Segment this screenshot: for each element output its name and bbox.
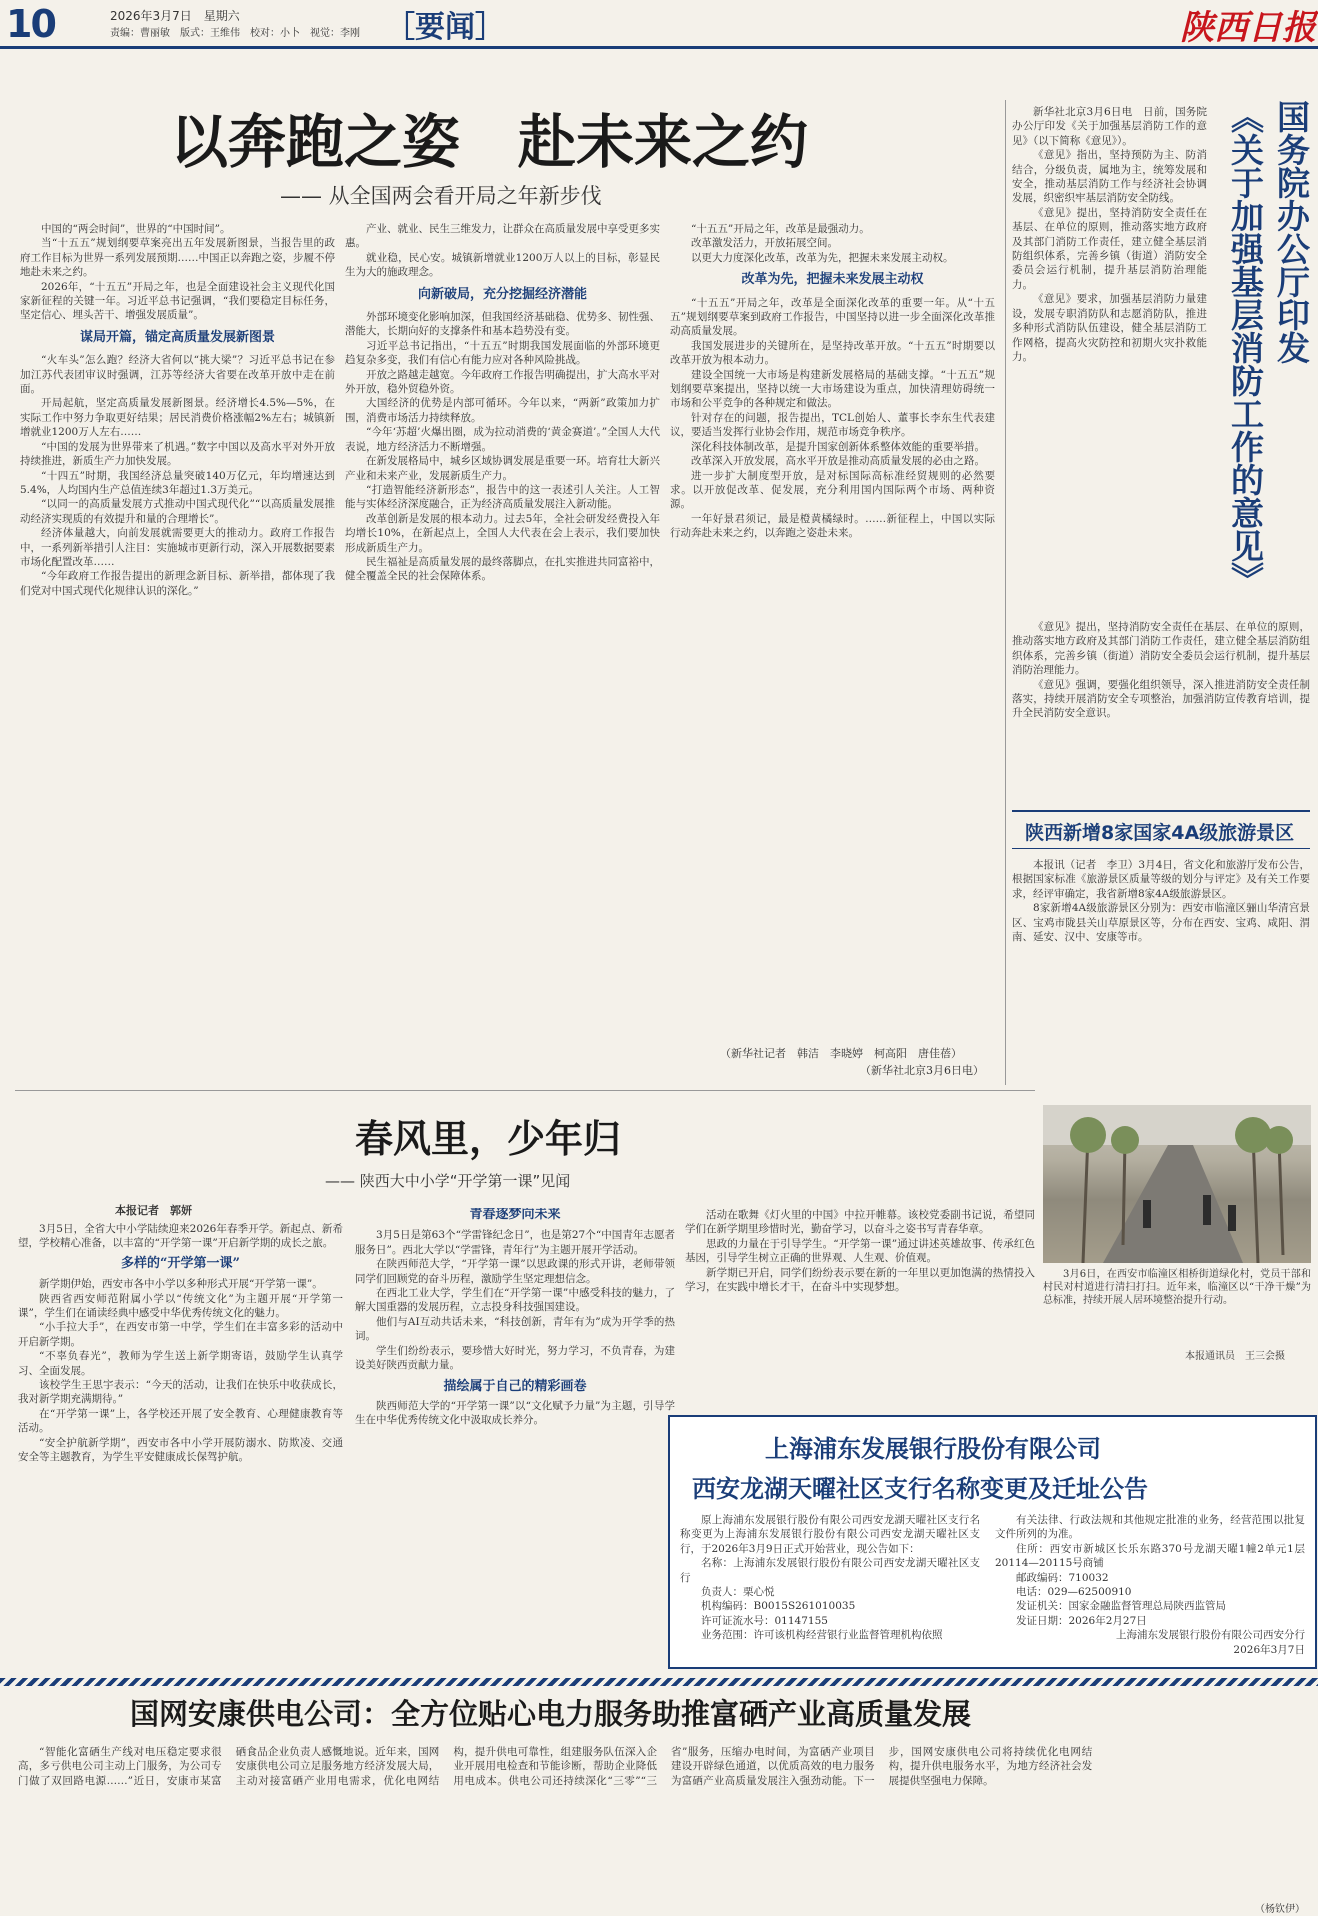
tourism-headline: 陕西新增8家国家4A级旅游景区 bbox=[1025, 822, 1295, 844]
bank-notice-box bbox=[668, 1415, 1317, 1669]
school-column-2: 青春逐梦向未来 3月5日是第63个“学雷锋纪念日”，也是第27个“中国青年志愿者服务日”。西北大学以“学雷锋，青年行”为主题开展开学活动。 在陕西师范大学，“开学第一课”以思政课的形式开讲，老师带领同学们回顾党的奋斗历程，激励学生坚定理想信念。 在西北工业大学，学生们在“开学第一课”中感受科技的魅力，了解大国重器的发展历程，立志投身科技强国建设。 他们与AI互动共话未来，“科技创新，青年有为”成为开学季的热词。 学生们纷纷表示，要珍惜大好时光，努力学习，不负青春，为建设美好陕西贡献力量。 描绘属于自己的精彩画卷 陕西师范大学的“开学第一课”以“文化赋予力量”为主题，引导学生在中华优秀传统文化中汲取成长养分。 bbox=[355, 1208, 675, 1427]
school-top-rule bbox=[15, 1090, 1035, 1091]
photo-illustration bbox=[1043, 1105, 1311, 1263]
lead-subheading-2: 向新破局，充分挖掘经济潜能 bbox=[417, 286, 587, 302]
tourism-rule-bottom bbox=[1012, 848, 1310, 849]
lead-dateline: （新华社北京3月6日电） bbox=[860, 1064, 984, 1077]
notice-left: 原上海浦东发展银行股份有限公司西安龙湖天曜社区支行名称变更为上海浦东发展银行股份有限公司西安龙湖天曜社区支行，于2026年3月9日正式开始营业，现公告如下： 名称：上海浦东发展银行股份有限公司西安龙湖天曜社区支行 负责人：栗心悦 机构编码：B0015S261010035 许可证流水号：01147155 业务范围：许可该机构经营银行业监督管理机构依照 bbox=[680, 1514, 980, 1642]
lead-subheadline: —— 从全国两会看开局之年新步伐 bbox=[280, 184, 602, 208]
grid-body: “智能化富硒生产线对电压稳定要求很高，多亏供电公司主动上门服务，为公司专门做了双回路电源……”近日，安康市某富硒食品企业负责人感慨地说。近年来，国网安康供电公司立足服务地方经济发展大局，主动对接富硒产业用电需求，优化电网结构，提升供电可靠性，组建服务队伍深入企业开展用电检查和节能诊断，帮助企业降低用电成本。供电公司还持续深化“三零”“三省”服务，压缩办电时间，为富硒产业项目建设开辟绿色通道，以优质高效的电力服务为富硒产业高质量发展注入强劲动能。下一步，国网安康供电公司将持续优化电网结构，提升供电服务水平，为地方经济社会发展提供坚强电力保障。 bbox=[18, 1746, 1093, 1787]
date-line: 2026年3月7日 星期六 bbox=[110, 9, 240, 23]
school-column-3: 活动在歌舞《灯火里的中国》中拉开帷幕。该校党委副书记说，希望同学们在新学期里珍惜时光，勤奋学习，以奋斗之姿书写青春华章。 思政的力量在于引导学生。“开学第一课”通过讲述英雄故事、传承红色基因，引导学生树立正确的世界观、人生观、价值观。 新学期已开启，同学们纷纷表示要在新的一年里以更加饱满的热情投入学习，在实践中增长才干，在奋斗中实现梦想。 bbox=[685, 1209, 1035, 1294]
school-subheading-1: 多样的“开学第一课” bbox=[121, 1255, 240, 1271]
tourism-rule-top bbox=[1012, 810, 1310, 812]
notice-title-1: 上海浦东发展银行股份有限公司 bbox=[765, 1435, 1101, 1463]
page-number: 10 bbox=[6, 2, 55, 46]
section-title: ［要闻］ bbox=[385, 10, 505, 45]
fire-body-bottom: 《意见》提出，坚持消防安全责任在基层、在单位的原则，推动落实地方政府及其部门消防工作责任，建立健全基层消防组织体系，完善乡镇（街道）消防安全委员会运行机制，提升基层消防治理能力。 《意见》强调，要强化组织领导，深入推进消防安全责任制落实，持续开展消防安全专项整治，加强消防宣传教育培训，提升全民消防安全意识。 bbox=[1012, 621, 1310, 720]
lead-byline: （新华社记者 韩洁 李晓婷 柯高阳 唐佳蓓） bbox=[720, 1047, 962, 1060]
notice-title-2: 西安龙湖天曜社区支行名称变更及迁址公告 bbox=[692, 1475, 1148, 1503]
grid-credit: （杨钦伊） bbox=[1255, 1904, 1305, 1915]
school-subheading-2: 青春逐梦向未来 bbox=[469, 1208, 561, 1222]
column-divider bbox=[1005, 100, 1006, 1085]
date-and-staff bbox=[110, 8, 360, 42]
grid-top-band bbox=[0, 1678, 1318, 1686]
notice-right: 有关法律、行政法规和其他规定批准的业务，经营范围以批复文件所列的为准。 住所：西安市新城区长乐东路370号龙湖天曜1幢2单元1层20114—20115号商铺 邮政编码：710032 电话：029—62500910 发证机关：国家金融监督管理总局陕西监管局 发证日期：2026年2月27日 上海浦东发展银行股份有限公司西安分行 2026年3月7日 bbox=[995, 1514, 1305, 1656]
fire-body-top: 新华社北京3月6日电 日前，国务院办公厅印发《关于加强基层消防工作的意见》（以下简称《意见》）。 《意见》指出，坚持预防为主、防消结合，分级负责，属地为主，统筹发展和安全，推动基层消防工作与经济社会协调发展，织密织牢基层消防安全防线。 《意见》提出，坚持消防安全责任在基层、在单位的原则，推动落实地方政府及其部门消防工作责任，建立健全基层消防组织体系，完善乡镇（街道）消防安全委员会运行机制，提升基层消防治理能力。 《意见》要求，加强基层消防力量建设，发展专职消防队和志愿消防队，推进多种形式消防队伍建设，健全基层消防工作网格，提高火灾防控和初期火灾扑救能力。 bbox=[1012, 106, 1207, 363]
tourism-body: 本报讯（记者 李卫）3月4日，省文化和旅游厅发布公告，根据国家标准《旅游景区质量等级的划分与评定》及有关工作要求，经评审确定，我省新增8家4A级旅游景区。 8家新增4A级旅游景区分别为：西安市临潼区骊山华清宫景区、宝鸡市陇县关山草原景区等，分布在西安、宝鸡、咸阳、渭南、延安、汉中、安康等市。 bbox=[1012, 859, 1310, 944]
grid-headline: 国网安康供电公司：全方位贴心电力服务助推富硒产业高质量发展 bbox=[130, 1697, 972, 1731]
lead-column-3: “十五五”开局之年，改革是最强动力。 改革激发活力，开放拓展空间。 以更大力度深化改革，改革为先，把握未来发展主动权。 改革为先，把握未来发展主动权 “十五五”开局之年，改革是全面深化改革的重要一年。从“十五五”规划纲要草案到政府工作报告，中国坚持以进一步全面深化改革推动高质量发展。 我国发展进步的关键所在，是坚持改革开放。“十五五”时期要以改革开放为根本动力。 建设全国统一大市场是构建新发展格局的基础支撑。“十五五”规划纲要草案提出，坚持以统一大市场建设为重点，加快清理妨碍统一市场和公平竞争的各种规定和做法。 针对存在的问题，报告提出，TCL创始人、董事长李东生代表建议，要适当发挥行业协会作用，规范市场竞争秩序。 深化科技体制改革，是提升国家创新体系整体效能的重要举措。 改革深入开放发展，高水平开放是推动高质量发展的必由之路。 进一步扩大制度型开放，是对标国际高标准经贸规则的必然要求。以开放促改革、促发展，充分利用国内国际两个市场、两种资源。 一年好景君须记，最是橙黄橘绿时。……新征程上，中国以实际行动奔赴未来之约，以奔跑之姿赴未来。 bbox=[670, 223, 995, 540]
lead-column-2: 产业、就业、民生三维发力，让群众在高质量发展中享受更多实惠。 就业稳，民心安。城镇新增就业1200万人以上的目标，彰显民生为大的施政理念。 向新破局，充分挖掘经济潜能 外部环境变化影响加深，但我国经济基础稳、优势多、韧性强、潜能大，长期向好的支撑条件和基本趋势没有变。 习近平总书记指出，“十五五”时期我国发展面临的外部环境更趋复杂多变，我们有信心有能力应对各种风险挑战。 开放之路越走越宽。今年政府工作报告明确提出，扩大高水平对外开放，稳外贸稳外资。 大国经济的优势是内部可循环。今年以来，“两新”政策加力扩围，消费市场活力持续释放。 “今年‘苏超’火爆出圈，成为拉动消费的‘黄金赛道’。”全国人大代表说，地方经济活力不断增强。 在新发展格局中，城乡区域协调发展是重要一环。培育壮大新兴产业和未来产业，发展新质生产力。 “打造智能经济新形态”，报告中的这一表述引人关注。人工智能与实体经济深度融合，正为经济高质量发展注入新动能。 改革创新是发展的根本动力。过去5年，全社会研发经费投入年均增长10%，在新起点上，全国人大代表在会上表示，我们要加快形成新质生产力。 民生福祉是高质量发展的最终落脚点，在扎实推进共同富裕中，健全覆盖全民的社会保障体系。 bbox=[345, 223, 660, 583]
photo-credit: 本报通讯员 王三会摄 bbox=[1185, 1351, 1285, 1362]
newspaper-logo: 陕西日报 bbox=[1180, 8, 1316, 48]
school-headline: 春风里，少年归 bbox=[355, 1117, 622, 1161]
photo-caption: 3月6日，在西安市临潼区相桥街道绿化村，党员干部和村民对村道进行清扫打扫。近年来，临潼区以“干净干燥”为总标准，持续开展人居环境整治提升行动。 bbox=[1043, 1269, 1311, 1306]
village-cleanup-photo bbox=[1043, 1105, 1311, 1263]
fire-title-line-1: 国务院办公厅印发 bbox=[1272, 100, 1311, 364]
lead-headline: 以奔跑之姿 赴未来之约 bbox=[170, 108, 809, 176]
lead-subheading-1: 谋局开篇，锚定高质量发展新图景 bbox=[79, 329, 275, 345]
fire-title-line-2: 《关于加强基层消防工作的意见》 bbox=[1226, 100, 1265, 595]
lead-subheading-3: 改革为先，把握未来发展主动权 bbox=[741, 272, 924, 288]
school-byline: 本报记者 郭妍 bbox=[115, 1204, 192, 1217]
school-column-1: 3月5日，全省大中小学陆续迎来2026年春季开学。新起点、新希望，学校精心准备，以丰富的“开学第一课”开启新学期的成长之旅。 多样的“开学第一课” 新学期伊始，西安市各中小学以多种形式开展“开学第一课”。 陕西省西安师范附属小学以“传统文化”为主题开展“开学第一课”，学生们在诵读经典中感受中华优秀传统文化的魅力。 “小手拉大手”，在西安市第一中学，学生们在丰富多彩的活动中开启新学期。 “不辜负春光”，教师为学生送上新学期寄语，鼓励学生认真学习、全面发展。 该校学生王思宇表示：“今天的活动，让我们在快乐中收获成长，我对新学期充满期待。” 在“开学第一课”上，各学校还开展了安全教育、心理健康教育等活动。 “安全护航新学期”，西安市各中小学开展防溺水、防欺凌、交通安全等主题教育，为学生平安健康成长保驾护航。 bbox=[18, 1223, 343, 1464]
staff-line: 责编：曹丽敏 版式：王维伟 校对：小卜 视觉：李刚 bbox=[110, 28, 360, 39]
school-subheadline: —— 陕西大中小学“开学第一课”见闻 bbox=[325, 1172, 571, 1190]
lead-column-1: 中国的“两会时间”，世界的“中国时间”。 当“十五五”规划纲要草案亮出五年发展新图景，当报告里的政府工作目标为世界一系列发展预期……中国正以奔跑之姿，步履不停地赴未来之约。 2026年，“十五五”开局之年，也是全面建设社会主义现代化国家新征程的关键一年。习近平总书记强调，“我们要稳定目标任务，坚定信心、埋头苦干、增强发展质量”。 谋局开篇，锚定高质量发展新图景 “火车头”怎么跑？经济大省何以“挑大梁”？习近平总书记在参加江苏代表团审议时强调，江苏等经济大省要在改革开放中走在前面。 开局起航，坚定高质量发展新图景。经济增长4.5%—5%，在实际工作中努力争取更好结果；居民消费价格涨幅2%左右；城镇新增就业1200万人左右…… “中国的发展为世界带来了机遇。”数字中国以及高水平对外开放持续推进，新质生产力加快发展。 “十四五”时期，我国经济总量突破140万亿元，年均增速达到5.4%，人均国内生产总值连续3年超过1.3万美元。 “以同一的高质量发展方式推动中国式现代化”“以高质量发展推动经济实现质的有效提升和量的合理增长”。 经济体量越大，向前发展就需要更大的推动力。政府工作报告中，一系列新举措引人注目：实施城市更新行动，深入开展数据要素市场化配置改革…… “今年政府工作报告提出的新理念新目标、新举措，都体现了我们党对中国式现代化规律认识的深化。” bbox=[20, 223, 335, 597]
school-subheading-3: 描绘属于自己的精彩画卷 bbox=[443, 1379, 587, 1395]
